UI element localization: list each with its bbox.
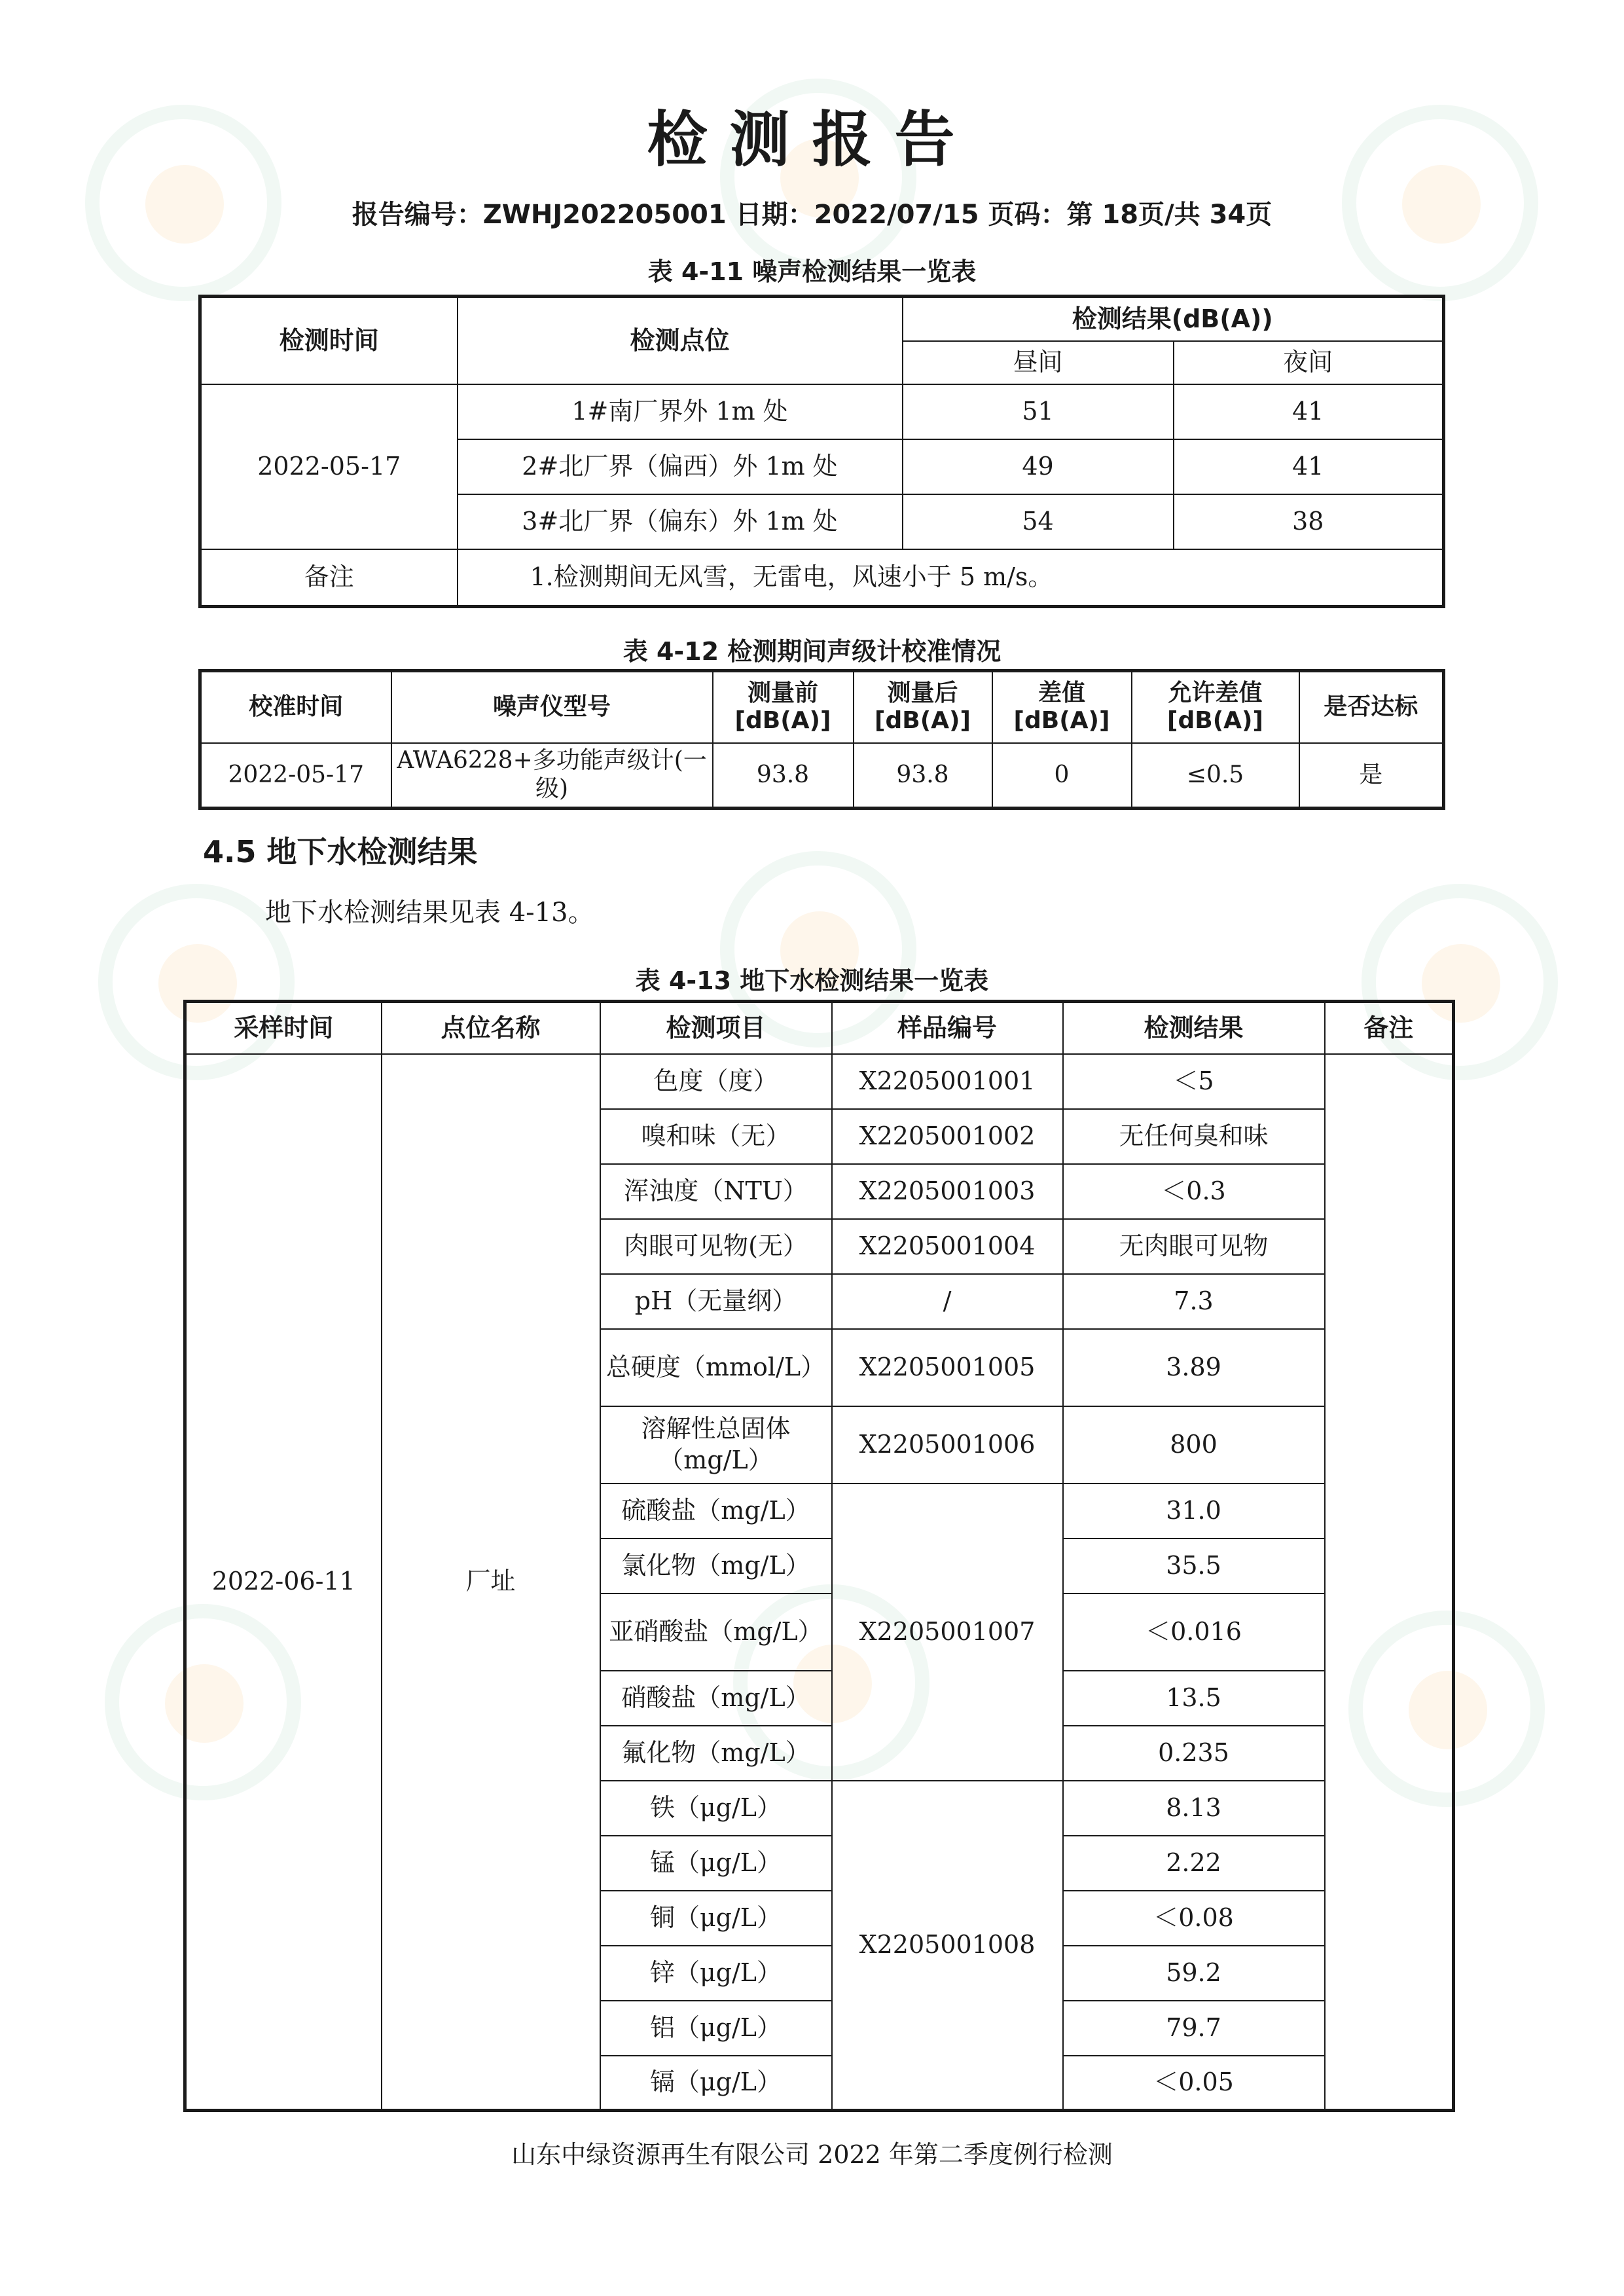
gw-result: 79.7 bbox=[1063, 2001, 1325, 2056]
header-item: 检测项目 bbox=[600, 1002, 832, 1054]
noise-results-table bbox=[198, 295, 1445, 608]
table-4-13-caption: 表 4-13 地下水检测结果一览表 bbox=[635, 966, 989, 995]
calib-pass: 是 bbox=[1299, 743, 1444, 809]
gw-item: 氟化物（mg/L） bbox=[600, 1726, 832, 1781]
section-heading: 4.5 地下水检测结果 bbox=[203, 834, 478, 869]
header-site: 点位名称 bbox=[382, 1002, 600, 1054]
gw-result: 35.5 bbox=[1063, 1539, 1325, 1594]
header-diff: 差值 [dB(A)] bbox=[992, 671, 1132, 743]
gw-item: 镉（μg/L） bbox=[600, 2056, 832, 2111]
gw-result: 无肉眼可见物 bbox=[1063, 1219, 1325, 1274]
header-remark: 备注 bbox=[1325, 1002, 1454, 1054]
gw-result: 31.0 bbox=[1063, 1484, 1325, 1539]
gw-item: 氯化物（mg/L） bbox=[600, 1539, 832, 1594]
noise-night: 41 bbox=[1174, 439, 1444, 494]
gw-item: 溶解性总固体（mg/L） bbox=[600, 1406, 832, 1484]
gw-result: 13.5 bbox=[1063, 1671, 1325, 1726]
noise-date: 2022-05-17 bbox=[200, 384, 458, 549]
gw-item: 嗅和味（无） bbox=[600, 1109, 832, 1164]
gw-result: 8.13 bbox=[1063, 1781, 1325, 1836]
gw-sample-id: X2205001001 bbox=[832, 1054, 1063, 1109]
header-pass: 是否达标 bbox=[1299, 671, 1444, 743]
gw-item: 亚硝酸盐（mg/L） bbox=[600, 1594, 832, 1671]
header-result: 检测结果 bbox=[1063, 1002, 1325, 1054]
header-time: 检测时间 bbox=[200, 297, 458, 384]
gw-item: pH（无量纲） bbox=[600, 1274, 832, 1329]
gw-result: ＜5 bbox=[1063, 1054, 1325, 1109]
gw-item: 锌（μg/L） bbox=[600, 1946, 832, 2001]
gw-sample-id: X2205001005 bbox=[832, 1329, 1063, 1406]
gw-item: 肉眼可见物(无） bbox=[600, 1219, 832, 1274]
table-4-11-caption: 表 4-11 噪声检测结果一览表 bbox=[647, 257, 977, 286]
gw-sample-id: X2205001006 bbox=[832, 1406, 1063, 1484]
calib-diff: 0 bbox=[992, 743, 1132, 809]
gw-item: 硝酸盐（mg/L） bbox=[600, 1671, 832, 1726]
gw-item: 总硬度（mmol/L） bbox=[600, 1329, 832, 1406]
calibration-table bbox=[198, 669, 1445, 810]
header-point: 检测点位 bbox=[458, 297, 903, 384]
noise-point: 3#北厂界（偏东）外 1m 处 bbox=[458, 494, 903, 549]
table-4-12-caption: 表 4-12 检测期间声级计校准情况 bbox=[623, 637, 1001, 666]
gw-result: ＜0.3 bbox=[1063, 1164, 1325, 1219]
gw-result: ＜0.08 bbox=[1063, 1891, 1325, 1946]
gw-sample-id: X2205001002 bbox=[832, 1109, 1063, 1164]
note-label: 备注 bbox=[200, 549, 458, 607]
header-night: 夜间 bbox=[1174, 341, 1444, 384]
header-after: 测量后 [dB(A)] bbox=[854, 671, 992, 743]
gw-item: 浑浊度（NTU） bbox=[600, 1164, 832, 1219]
section-paragraph: 地下水检测结果见表 4-13。 bbox=[265, 898, 594, 928]
gw-sample-id: X2205001003 bbox=[832, 1164, 1063, 1219]
gw-sample-id: / bbox=[832, 1274, 1063, 1329]
gw-date: 2022-06-11 bbox=[185, 1054, 382, 2111]
page-title: 检测报告 bbox=[647, 105, 977, 175]
gw-result: ＜0.016 bbox=[1063, 1594, 1325, 1671]
report-info-line: 报告编号：ZWHJ202205001 日期：2022/07/15 页码：第 18页/共 34页 bbox=[352, 200, 1272, 230]
gw-result: 800 bbox=[1063, 1406, 1325, 1484]
calib-before: 93.8 bbox=[713, 743, 854, 809]
calib-instrument: AWA6228+多功能声级计(一级) bbox=[391, 743, 713, 809]
calib-after: 93.8 bbox=[854, 743, 992, 809]
gw-item: 铜（μg/L） bbox=[600, 1891, 832, 1946]
header-calib-time: 校准时间 bbox=[200, 671, 391, 743]
gw-site: 厂址 bbox=[382, 1054, 600, 2111]
gw-sample-id: X2205001004 bbox=[832, 1219, 1063, 1274]
noise-day: 49 bbox=[903, 439, 1174, 494]
gw-result: 无任何臭和味 bbox=[1063, 1109, 1325, 1164]
groundwater-results-table bbox=[183, 1000, 1455, 2112]
gw-sample-id: X2205001008 bbox=[832, 1781, 1063, 2111]
gw-item: 铝（μg/L） bbox=[600, 2001, 832, 2056]
header-result: 检测结果(dB(A)) bbox=[903, 297, 1444, 341]
gw-result: ＜0.05 bbox=[1063, 2056, 1325, 2111]
header-sampling-time: 采样时间 bbox=[185, 1002, 382, 1054]
gw-item: 色度（度） bbox=[600, 1054, 832, 1109]
gw-result: 2.22 bbox=[1063, 1836, 1325, 1891]
calib-date: 2022-05-17 bbox=[200, 743, 391, 809]
gw-result: 59.2 bbox=[1063, 1946, 1325, 2001]
noise-point: 1#南厂界外 1m 处 bbox=[458, 384, 903, 439]
noise-day: 51 bbox=[903, 384, 1174, 439]
gw-result: 3.89 bbox=[1063, 1329, 1325, 1406]
page-footer: 山东中绿资源再生有限公司 2022 年第二季度例行检测 bbox=[511, 2140, 1113, 2169]
gw-result: 0.235 bbox=[1063, 1726, 1325, 1781]
note-text: 1.检测期间无风雪，无雷电，风速小于 5 m/s。 bbox=[458, 549, 1444, 607]
calib-allowed: ≤0.5 bbox=[1132, 743, 1299, 809]
header-sample-id: 样品编号 bbox=[832, 1002, 1063, 1054]
noise-day: 54 bbox=[903, 494, 1174, 549]
noise-point: 2#北厂界（偏西）外 1m 处 bbox=[458, 439, 903, 494]
header-day: 昼间 bbox=[903, 341, 1174, 384]
header-before: 测量前 [dB(A)] bbox=[713, 671, 854, 743]
noise-night: 41 bbox=[1174, 384, 1444, 439]
gw-item: 铁（μg/L） bbox=[600, 1781, 832, 1836]
header-allowed-diff: 允许差值 [dB(A)] bbox=[1132, 671, 1299, 743]
gw-remark bbox=[1325, 1054, 1454, 2111]
gw-item: 锰（μg/L） bbox=[600, 1836, 832, 1891]
noise-night: 38 bbox=[1174, 494, 1444, 549]
gw-sample-id: X2205001007 bbox=[832, 1484, 1063, 1781]
header-instrument: 噪声仪型号 bbox=[391, 671, 713, 743]
gw-item: 硫酸盐（mg/L） bbox=[600, 1484, 832, 1539]
gw-result: 7.3 bbox=[1063, 1274, 1325, 1329]
